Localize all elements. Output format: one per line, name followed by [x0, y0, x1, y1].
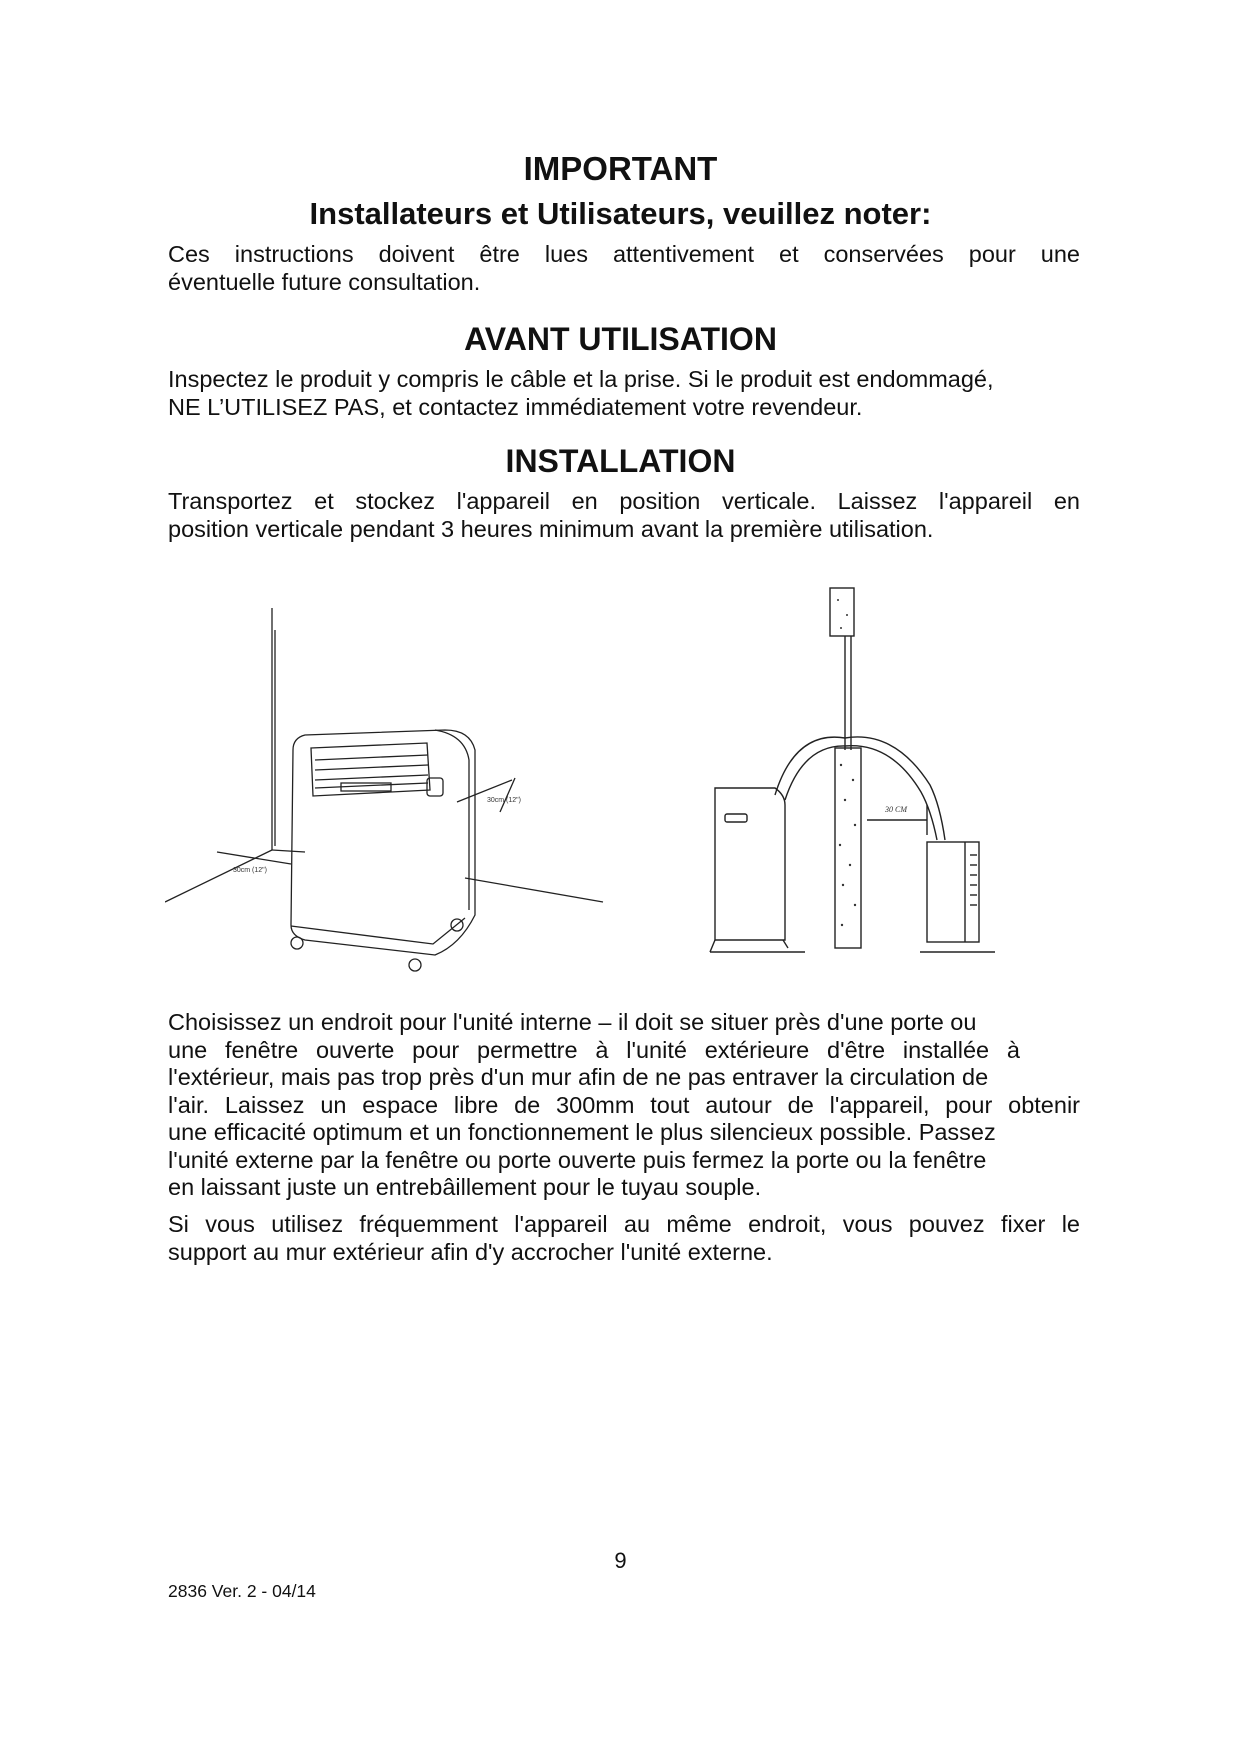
placement-line: une efficacité optimum et un fonctionnement le plus silencieux possible. Passez — [168, 1119, 996, 1145]
installation-paragraph — [168, 488, 1080, 543]
installation-line: Transportez et stockez l'appareil en position verticale. Laissez l'appareil en — [168, 488, 1080, 514]
placement-paragraph — [168, 1009, 1080, 1202]
placement-line: l'unité externe par la fenêtre ou porte ouverte puis fermez la porte ou la fenêtre — [168, 1146, 987, 1173]
installation-line: position verticale pendant 3 heures minimum avant la première utilisation. — [168, 515, 934, 542]
avant-line: NE L’UTILISEZ PAS, et contactez immédiatement votre revendeur. — [168, 393, 863, 420]
placement-line: Choisissez un endroit pour l'unité interne – il doit se situer près d'une porte ou — [168, 1009, 977, 1035]
bracket-paragraph — [168, 1211, 1080, 1266]
unit-placement-illustration — [165, 600, 615, 995]
bracket-line: Si vous utilisez fréquemment l'appareil au même endroit, vous pouvez fixer le — [168, 1211, 1080, 1237]
avant-utilisation-paragraph — [168, 366, 1080, 421]
gap-label: 30 CM — [885, 805, 907, 814]
right-clearance-label: 30cm (12") — [487, 797, 521, 804]
page-title: IMPORTANT — [523, 150, 718, 187]
external-unit-illustration — [695, 580, 1040, 960]
document-version: 2836 Ver. 2 - 04/14 — [168, 1581, 316, 1601]
placement-line: en laissant juste un entrebâillement pour le tuyau souple. — [168, 1174, 762, 1200]
intro-line: éventuelle future consultation. — [168, 268, 481, 295]
left-clearance-label: 30cm (12") — [233, 867, 267, 874]
placement-line: l'extérieur, mais pas trop près d'un mur afin de ne pas entraver la circulation de — [168, 1064, 989, 1090]
page-number: 9 — [614, 1548, 627, 1573]
installation-heading: INSTALLATION — [505, 443, 736, 479]
bracket-line: support au mur extérieur afin d'y accrocher l'unité externe. — [168, 1238, 773, 1265]
avant-line: Inspectez le produit y compris le câble et la prise. Si le produit est endommagé, — [168, 366, 994, 392]
avant-utilisation-heading: AVANT UTILISATION — [464, 321, 777, 357]
placement-line: une fenêtre ouverte pour permettre à l'unité extérieure d'être installée à — [168, 1036, 1020, 1063]
page-subtitle: Installateurs et Utilisateurs, veuillez noter: — [309, 196, 932, 231]
intro-paragraph — [168, 241, 1080, 296]
intro-line: Ces instructions doivent être lues attentivement et conservées pour une — [168, 241, 1080, 267]
placement-line: l'air. Laissez un espace libre de 300mm tout autour de l'appareil, pour obtenir — [168, 1091, 1080, 1118]
